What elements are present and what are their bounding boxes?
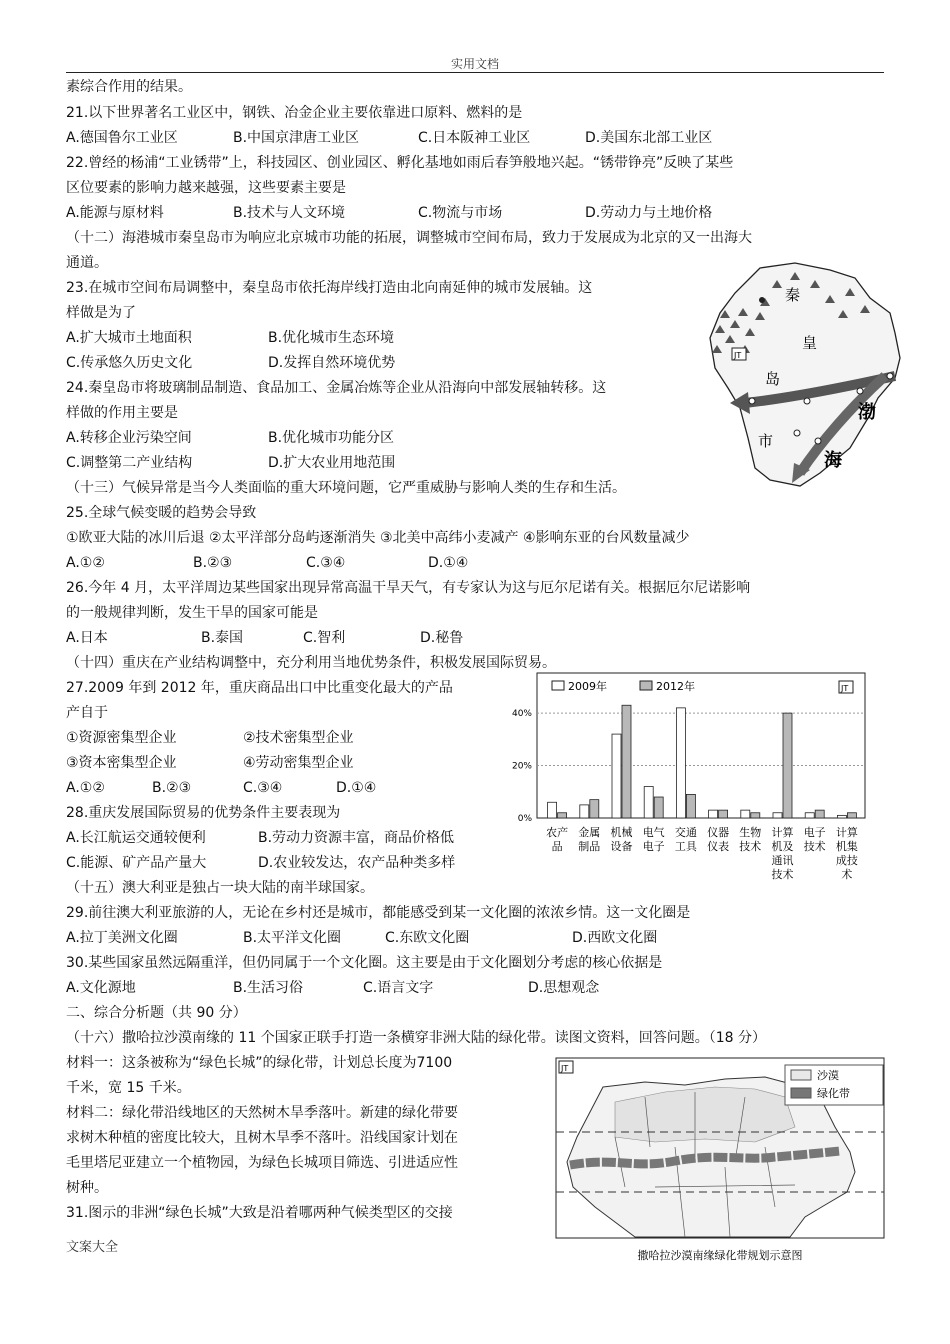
option-26-b: B.泰国: [201, 630, 244, 646]
option-29-b: B.太平洋文化圈: [243, 930, 342, 946]
option-27-c: C.③④: [243, 780, 283, 796]
map-badge: JT: [561, 1064, 569, 1073]
question-23-cont: 样做是为了: [66, 305, 136, 321]
statement-27-4: ④劳动密集型企业: [243, 755, 354, 771]
x-tick-label: 机及: [771, 840, 794, 853]
option-21-c: C.日本阪神工业区: [418, 130, 531, 146]
option-22-d: D.劳动力与土地价格: [585, 205, 713, 221]
x-tick-label: 成技: [835, 854, 858, 867]
bar-2012: [815, 810, 824, 818]
material-1-cont: 千米，宽 15 千米。: [66, 1080, 191, 1096]
material-2: 材料二：绿化带沿线地区的天然树木旱季落叶。新建的绿化带要: [66, 1105, 458, 1121]
material-2-cont2: 毛里塔尼亚建立一个植物园，为绿色长城项目筛选、引进适应性: [66, 1155, 458, 1171]
option-23-c: C.传承悠久历史文化: [66, 355, 193, 371]
option-27-b: B.②③: [152, 780, 192, 796]
bar-2009: [805, 813, 814, 818]
option-26-c: C.智利: [303, 630, 346, 646]
option-23-d: D.发挥自然环境优势: [268, 355, 396, 371]
question-28: 28.重庆发展国际贸易的优势条件主要表现为: [66, 805, 341, 821]
x-tick-label: 工具: [674, 840, 697, 853]
bar-2009: [644, 787, 653, 818]
option-22-a: A.能源与原材料: [66, 205, 164, 221]
bar-2009: [741, 810, 750, 818]
option-26-a: A.日本: [66, 630, 108, 646]
question-27: 27.2009 年到 2012 年，重庆商品出口中比重变化最大的产品: [66, 680, 453, 696]
option-26-d: D.秘鲁: [420, 630, 464, 646]
question-21: 21.以下世界著名工业区中，钢铁、冶金企业主要依靠进口原料、燃料的是: [66, 105, 523, 121]
page-footer: 文案大全: [66, 1240, 119, 1255]
statement-27-2: ②技术密集型企业: [243, 730, 354, 746]
option-28-d: D.农业较发达，农产品种类多样: [258, 855, 456, 871]
map-label-sea: 海: [824, 450, 842, 471]
question-26: 26.今年 4 月，太平洋周边某些国家出现异常高温干旱天气，有专家认为这与厄尔尼诺有关。根据厄尔尼诺影响: [66, 580, 751, 596]
option-30-a: A.文化源地: [66, 980, 136, 996]
question-30: 30.某些国家虽然远隔重洋，但仍同属于一个文化圈。这主要是由于文化圈划分考虑的核心依据是: [66, 955, 663, 971]
x-tick-label: 农产: [546, 826, 569, 839]
option-25-b: B.②③: [193, 555, 233, 571]
x-tick-label: 技术: [739, 840, 762, 853]
question-29: 29.前往澳大利亚旅游的人，无论在乡村还是城市，都能感受到某一文化圈的浓浓乡情。这一文化圈是: [66, 905, 691, 921]
x-tick-label: 品: [551, 840, 563, 853]
page-header: 实用文档: [450, 57, 499, 71]
bar-2012: [751, 813, 760, 818]
x-tick-label: 计算: [771, 826, 794, 839]
option-24-d: D.扩大农业用地范围: [268, 455, 396, 471]
material-2-cont3: 树种。: [66, 1180, 108, 1196]
legend-label-green-belt: 绿化带: [817, 1087, 850, 1100]
question-25: 25.全球气候变暖的趋势会导致: [66, 505, 257, 521]
statement-27-1: ①资源密集型企业: [66, 730, 177, 746]
section-2-title: 二、综合分析题（共 90 分）: [66, 1005, 247, 1021]
option-25-c: C.③④: [306, 555, 346, 571]
x-tick-label: 计算: [835, 826, 858, 839]
x-tick-label: 机械: [610, 826, 633, 839]
question-22: 22.曾经的杨浦“工业锈带”上，科技园区、创业园区、孵化基地如雨后春笋般地兴起。“锈带铮亮”反映了某些: [66, 155, 734, 171]
option-24-b: B.优化城市功能分区: [268, 430, 395, 446]
x-tick-label: 电子: [642, 840, 665, 853]
x-tick-label: 仪表: [707, 840, 730, 853]
qinhuangdao-map: [700, 258, 910, 493]
bar-2009: [548, 802, 557, 818]
header-rule: [66, 72, 884, 73]
option-22-b: B.技术与人文环境: [233, 205, 346, 221]
option-21-b: B.中国京津唐工业区: [233, 130, 360, 146]
question-23: 23.在城市空间布局调整中，秦皇岛市依托海岸线打造由北向南延伸的城市发展轴。这: [66, 280, 593, 296]
x-tick-label: 机集: [835, 840, 858, 853]
x-tick-label: 金属: [578, 826, 601, 839]
chart-frame: [537, 673, 865, 818]
option-25-d: D.①④: [428, 555, 469, 571]
bar-2009: [612, 734, 621, 818]
x-tick-label: 技术: [803, 840, 826, 853]
bar-2012: [622, 705, 631, 818]
section-16: （十六）撒哈拉沙漠南缘的 11 个国家正联手打造一条横穿非洲大陆的绿化带。读图文资料，回答问题。（18 分）: [66, 1030, 766, 1046]
bar-2009: [837, 815, 846, 818]
legend-label-2009: 2009年: [568, 680, 607, 693]
option-27-d: D.①④: [336, 780, 377, 796]
export-share-chart: [511, 672, 866, 887]
option-30-b: B.生活习俗: [233, 980, 304, 996]
option-24-c: C.调整第二产业结构: [66, 455, 193, 471]
map-label: 秦: [785, 286, 801, 304]
x-tick-label: 设备: [610, 840, 633, 853]
x-tick-label: 术: [841, 868, 853, 881]
legend-swatch-2009: [552, 681, 564, 690]
africa-green-belt-map: [555, 1057, 885, 1272]
chart-badge: JT: [841, 684, 849, 693]
option-28-c: C.能源、矿产品产量大: [66, 855, 207, 871]
map-caption: 撒哈拉沙漠南缘绿化带规划示意图: [637, 1249, 803, 1262]
y-tick-label: 20%: [511, 761, 532, 772]
legend-label-2012: 2012年: [656, 680, 695, 693]
option-30-c: C.语言文字: [363, 980, 434, 996]
option-21-a: A.德国鲁尔工业区: [66, 130, 178, 146]
map-badge: JT: [734, 351, 742, 360]
y-tick-label: 0%: [517, 814, 532, 824]
option-28-b: B.劳动力资源丰富，商品价格低: [258, 830, 455, 846]
bar-2012: [783, 713, 792, 818]
bar-2012: [847, 813, 856, 818]
map-label: 皇: [802, 334, 818, 352]
option-24-a: A.转移企业污染空间: [66, 430, 192, 446]
legend-label-desert: 沙漠: [817, 1069, 839, 1082]
question-24-cont: 样做的作用主要是: [66, 405, 178, 421]
bar-2009: [709, 810, 718, 818]
question-26-cont: 的一般规律判断，发生干旱的国家可能是: [66, 605, 318, 621]
x-tick-label: 电子: [803, 826, 826, 839]
question-27-cont: 产自于: [66, 705, 108, 721]
option-23-b: B.优化城市生态环境: [268, 330, 395, 346]
question-25-statements: ①欧亚大陆的冰川后退 ②太平洋部分岛屿逐渐消失 ③北美中高纬小麦减产 ④影响东亚的台风数量减少: [66, 530, 690, 546]
x-tick-label: 生物: [739, 826, 762, 839]
x-tick-label: 仪器: [707, 826, 730, 839]
x-tick-label: 制品: [578, 840, 601, 853]
text-line: 素综合作用的结果。: [66, 79, 192, 95]
x-tick-label: 电气: [642, 826, 665, 839]
section-12: （十二）海港城市秦皇岛市为响应北京城市功能的拓展，调整城市空间布局，致力于发展成为北京的又一出海大: [66, 230, 752, 246]
option-23-a: A.扩大城市土地面积: [66, 330, 192, 346]
option-29-d: D.西欧文化圈: [572, 930, 658, 946]
question-22-cont: 区位要素的影响力越来越强，这些要素主要是: [66, 180, 346, 196]
section-12-cont: 通道。: [66, 255, 108, 271]
option-30-d: D.思想观念: [528, 980, 600, 996]
bar-2012: [719, 810, 728, 818]
question-24: 24.秦皇岛市将玻璃制品制造、食品加工、金属冶炼等企业从沿海向中部发展轴转移。这: [66, 380, 607, 396]
section-14: （十四）重庆在产业结构调整中，充分利用当地优势条件，积极发展国际贸易。: [66, 655, 556, 671]
map-label: 岛: [765, 370, 781, 388]
y-tick-label: 40%: [511, 709, 532, 720]
section-13: （十三）气候异常是当今人类面临的重大环境问题，它严重威胁与影响人类的生存和生活。: [66, 480, 626, 496]
bar-2009: [580, 805, 589, 818]
material-2-cont1: 求树木种植的密度比较大，且树木旱季不落叶。沿线国家计划在: [66, 1130, 458, 1146]
option-29-c: C.东欧文化圈: [385, 930, 470, 946]
bar-2012: [686, 794, 695, 818]
map-label-sea: 渤: [858, 402, 876, 423]
option-27-a: A.①②: [66, 780, 105, 796]
option-22-c: C.物流与市场: [418, 205, 503, 221]
material-1: 材料一：这条被称为“绿色长城”的绿化带，计划总长度为7100: [66, 1055, 453, 1071]
option-29-a: A.拉丁美洲文化圈: [66, 930, 178, 946]
bar-2009: [773, 813, 782, 818]
section-15: （十五）澳大利亚是独占一块大陆的南半球国家。: [66, 880, 374, 896]
option-28-a: A.长江航运交通较便利: [66, 830, 206, 846]
x-tick-label: 通讯: [771, 854, 794, 867]
x-tick-label: 交通: [674, 826, 697, 839]
statement-27-3: ③资本密集型企业: [66, 755, 177, 771]
map-label: 市: [758, 432, 774, 450]
bar-2012: [558, 813, 567, 818]
option-25-a: A.①②: [66, 555, 105, 571]
bar-2009: [676, 708, 685, 818]
x-tick-label: 技术: [771, 868, 794, 881]
option-21-d: D.美国东北部工业区: [585, 130, 713, 146]
bar-2012: [654, 797, 663, 818]
question-31: 31.图示的非洲“绿色长城”大致是沿着哪两种气候类型区的交接: [66, 1205, 453, 1221]
bar-2012: [590, 800, 599, 818]
legend-swatch-2012: [640, 681, 652, 690]
